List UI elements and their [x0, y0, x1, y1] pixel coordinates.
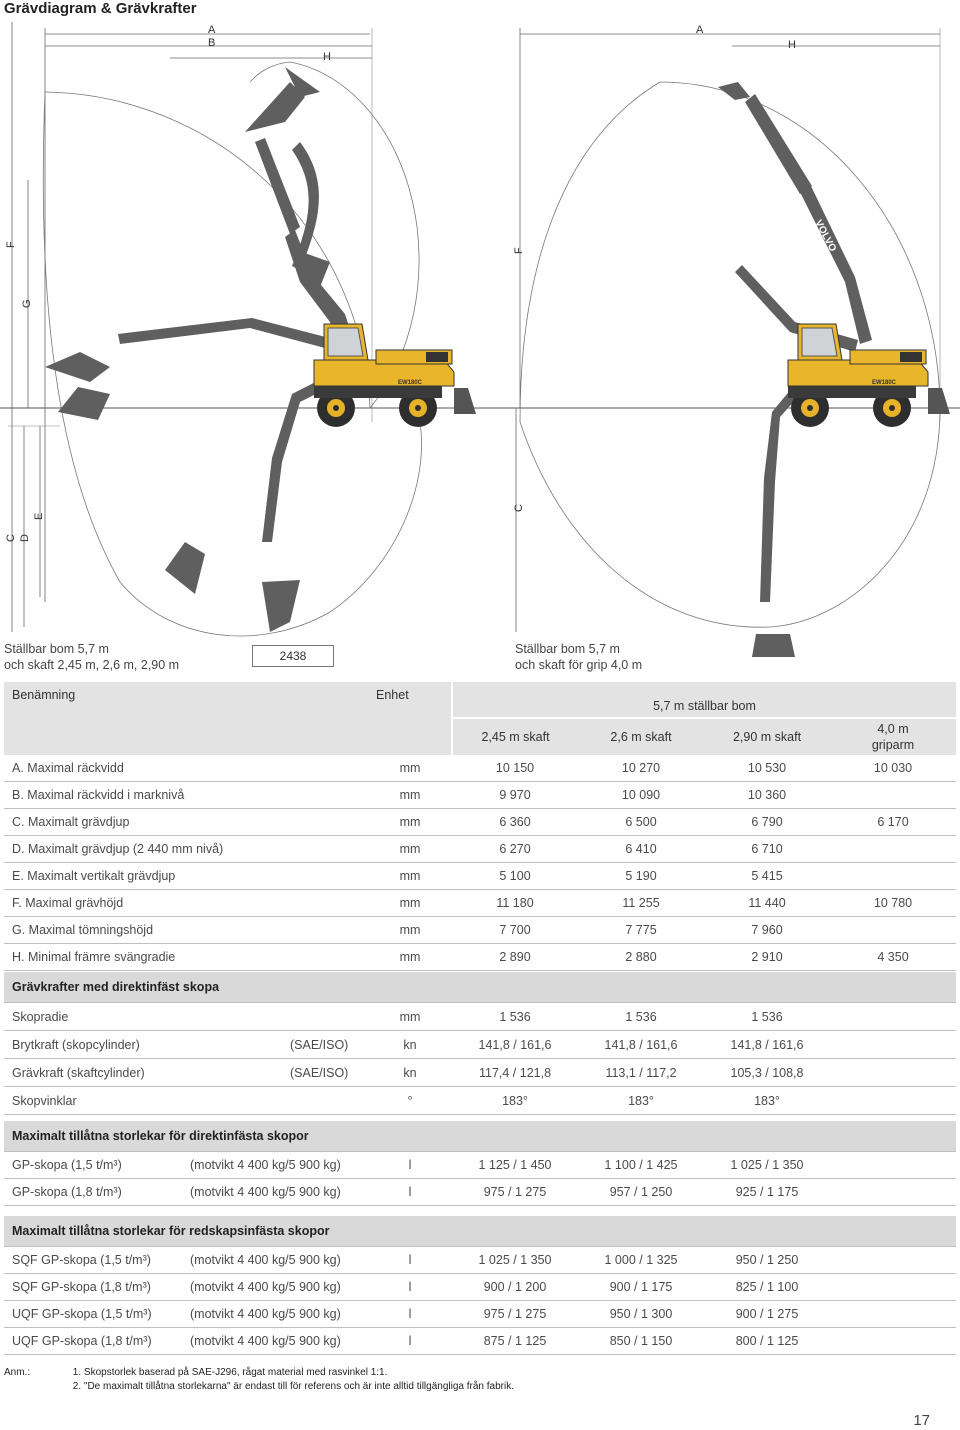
cell-value: 975 / 1 275: [452, 1301, 578, 1328]
row-unit: °: [368, 1087, 452, 1115]
col-unit-header: Enhet: [368, 682, 452, 718]
cell-value: 950 / 1 250: [704, 1247, 830, 1274]
col-header-4-line2: griparm: [871, 738, 915, 752]
row-label: Grävkraft (skaftcylinder): [4, 1059, 282, 1087]
model-text-left: EW180C: [398, 380, 423, 386]
row-extra: (motvikt 4 400 kg/5 900 kg): [182, 1247, 368, 1274]
caption-left-line2: och skaft 2,45 m, 2,6 m, 2,90 m: [4, 658, 180, 672]
row-label: SQF GP-skopa (1,5 t/m³): [4, 1247, 182, 1274]
row-extra: (motvikt 4 400 kg/5 900 kg): [182, 1328, 368, 1355]
notes-label: Anm.:: [4, 1367, 31, 1378]
section-title: Grävkrafter med direktinfäst skopa: [4, 972, 956, 1003]
table-row: [4, 1087, 956, 1115]
row-extra: (motvikt 4 400 kg/5 900 kg): [182, 1152, 368, 1179]
cell-value: 825 / 1 100: [704, 1274, 830, 1301]
dimension-2438: 2438: [252, 645, 334, 667]
brand-text-left: VOLVO: [204, 335, 240, 350]
cell-value: 5 100: [452, 863, 578, 890]
row-unit: l: [368, 1301, 452, 1328]
cell-value: [830, 863, 956, 890]
dim-label-a-left: A: [208, 24, 216, 36]
cell-value: 11 440: [704, 890, 830, 917]
cell-value: 183°: [452, 1087, 578, 1115]
row-extra: (motvikt 4 400 kg/5 900 kg): [182, 1179, 368, 1206]
cell-value: 113,1 / 117,2: [578, 1059, 704, 1087]
cell-value: 1 125 / 1 450: [452, 1152, 578, 1179]
col-name-header: Benämning: [4, 682, 368, 718]
table-row: [4, 1003, 956, 1031]
model-text-right: EW180C: [872, 380, 897, 386]
row-label: Skopvinklar: [4, 1087, 282, 1115]
table1-header-row: [4, 682, 956, 718]
group-header: 5,7 m ställbar bom: [452, 682, 956, 718]
cell-value: 950 / 1 300: [578, 1301, 704, 1328]
dim-label-c-left: C: [5, 534, 17, 542]
page-title: Grävdiagram & Grävkrafter: [4, 0, 197, 17]
col-header-4: [830, 718, 956, 755]
cell-value: 5 190: [578, 863, 704, 890]
col-header-2: 2,6 m skaft: [578, 718, 704, 755]
col-header-1: 2,45 m skaft: [452, 718, 578, 755]
cell-value: 957 / 1 250: [578, 1179, 704, 1206]
row-unit: l: [368, 1179, 452, 1206]
cell-value: [830, 917, 956, 944]
cell-value: 11 255: [578, 890, 704, 917]
row-label: Skopradie: [4, 1003, 282, 1031]
brand-text-right: VOLVO: [812, 218, 839, 254]
cell-value: 4 350: [830, 944, 956, 971]
table1-subheader-row: [4, 718, 956, 755]
dimensions-table: [4, 682, 956, 971]
table-row: [4, 782, 956, 809]
table-row: [4, 863, 956, 890]
row-label: GP-skopa (1,5 t/m³): [4, 1152, 182, 1179]
cell-value: 1 100 / 1 425: [578, 1152, 704, 1179]
cell-value: 875 / 1 125: [452, 1328, 578, 1355]
caption-left-line1: Ställbar bom 5,7 m: [4, 642, 109, 656]
row-label: C. Maximalt grävdjup: [4, 809, 368, 836]
row-unit: mm: [368, 890, 452, 917]
cell-value: 925 / 1 175: [704, 1179, 830, 1206]
row-extra: (motvikt 4 400 kg/5 900 kg): [182, 1301, 368, 1328]
row-label: E. Maximalt vertikalt grävdjup: [4, 863, 368, 890]
caption-right-line2: och skaft för grip 4,0 m: [515, 658, 643, 672]
table-row: [4, 1247, 956, 1274]
cell-value: 10 030: [830, 755, 956, 782]
row-unit: mm: [368, 755, 452, 782]
row-label: G. Maximal tömningshöjd: [4, 917, 368, 944]
row-unit: mm: [368, 917, 452, 944]
row-unit: mm: [368, 1003, 452, 1031]
table-row: [4, 836, 956, 863]
table-row: [4, 1328, 956, 1355]
cell-value: 6 170: [830, 809, 956, 836]
cell-value: 1 000 / 1 325: [578, 1247, 704, 1274]
cell-value: 6 410: [578, 836, 704, 863]
table-row: [4, 809, 956, 836]
cell-value: 7 960: [704, 917, 830, 944]
cell-value: 6 710: [704, 836, 830, 863]
dim-label-h-right: H: [788, 39, 796, 51]
caption-right-line1: Ställbar bom 5,7 m: [515, 642, 620, 656]
page-number: 17: [913, 1412, 930, 1429]
cell-value: 6 360: [452, 809, 578, 836]
cell-value: 7 775: [578, 917, 704, 944]
table-row: [4, 1031, 956, 1059]
col-header-4-line1: 4,0 m: [877, 722, 909, 736]
cell-value: 11 180: [452, 890, 578, 917]
row-unit: mm: [368, 863, 452, 890]
section-title: Maximalt tillåtna storlekar för direktinfästa skopor: [4, 1121, 956, 1152]
row-unit: l: [368, 1247, 452, 1274]
cell-value: 9 970: [452, 782, 578, 809]
row-extra: (SAE/ISO): [282, 1059, 368, 1087]
cell-value: 900 / 1 200: [452, 1274, 578, 1301]
cell-value: 7 700: [452, 917, 578, 944]
row-label: SQF GP-skopa (1,8 t/m³): [4, 1274, 182, 1301]
table-row: [4, 917, 956, 944]
cell-value: 117,4 / 121,8: [452, 1059, 578, 1087]
dim-label-e-left: E: [33, 512, 45, 520]
cell-value: 1 025 / 1 350: [704, 1152, 830, 1179]
cell-value: 2 910: [704, 944, 830, 971]
cell-value: 900 / 1 175: [578, 1274, 704, 1301]
row-unit: mm: [368, 809, 452, 836]
dim-label-d-left: D: [19, 534, 31, 542]
row-extra: [282, 1087, 368, 1115]
note-2: 2. "De maximalt tillåtna storlekarna" är endast till för referens och är inte alltid tillgängliga från fabrik.: [72, 1381, 514, 1392]
cell-value: 975 / 1 275: [452, 1179, 578, 1206]
cell-value: 1 536: [452, 1003, 578, 1031]
cell-value: 6 270: [452, 836, 578, 863]
direct-bucket-table: [4, 1121, 956, 1206]
row-label: H. Minimal främre svängradie: [4, 944, 368, 971]
row-unit: kn: [368, 1059, 452, 1087]
cell-value: 2 890: [452, 944, 578, 971]
cell-value: 6 500: [578, 809, 704, 836]
row-extra: [282, 1003, 368, 1031]
table-row: [4, 1152, 956, 1179]
row-label: A. Maximal räckvidd: [4, 755, 368, 782]
digging-diagram: [0, 22, 960, 682]
cell-value: 850 / 1 150: [578, 1328, 704, 1355]
table-row: [4, 1274, 956, 1301]
col-header-3: 2,90 m skaft: [704, 718, 830, 755]
table-row: [4, 1059, 956, 1087]
cell-value: 10 090: [578, 782, 704, 809]
cell-value: 10 530: [704, 755, 830, 782]
row-extra: (SAE/ISO): [282, 1031, 368, 1059]
row-unit: l: [368, 1152, 452, 1179]
cell-value: 2 880: [578, 944, 704, 971]
dim-label-c-right: C: [513, 504, 525, 512]
cell-value: 900 / 1 275: [704, 1301, 830, 1328]
cell-value: 10 150: [452, 755, 578, 782]
table-row: [4, 944, 956, 971]
table-row: [4, 890, 956, 917]
row-label: GP-skopa (1,8 t/m³): [4, 1179, 182, 1206]
cell-value: 1 536: [578, 1003, 704, 1031]
row-label: Brytkraft (skopcylinder): [4, 1031, 282, 1059]
digging-forces-table: [4, 972, 956, 1115]
section-title: Maximalt tillåtna storlekar för redskapsinfästa skopor: [4, 1216, 956, 1247]
note-1: 1. Skopstorlek baserad på SAE-J296, rågat material med rasvinkel 1:1.: [72, 1367, 388, 1378]
row-unit: mm: [368, 782, 452, 809]
cell-value: 6 790: [704, 809, 830, 836]
cell-value: 5 415: [704, 863, 830, 890]
table-row: [4, 1301, 956, 1328]
row-label: B. Maximal räckvidd i marknivå: [4, 782, 368, 809]
row-unit: kn: [368, 1031, 452, 1059]
cell-value: 10 780: [830, 890, 956, 917]
cell-value: 105,3 / 108,8: [704, 1059, 830, 1087]
cell-value: [830, 836, 956, 863]
row-unit: mm: [368, 944, 452, 971]
cell-value: 141,8 / 161,6: [452, 1031, 578, 1059]
dim-label-g-left: G: [21, 299, 33, 308]
cell-value: 183°: [704, 1087, 830, 1115]
tool-bucket-table: [4, 1216, 956, 1355]
caption-right: [515, 641, 642, 673]
cell-value: 800 / 1 125: [704, 1328, 830, 1355]
row-label: UQF GP-skopa (1,8 t/m³): [4, 1328, 182, 1355]
cell-value: 10 270: [578, 755, 704, 782]
table-row: [4, 755, 956, 782]
cell-value: 1 536: [704, 1003, 830, 1031]
dim-label-a-right: A: [696, 24, 704, 36]
dim-label-h-left: H: [323, 51, 331, 63]
footnotes: [4, 1366, 514, 1394]
row-unit: l: [368, 1274, 452, 1301]
cell-value: 183°: [578, 1087, 704, 1115]
row-label: F. Maximal grävhöjd: [4, 890, 368, 917]
caption-left: [4, 641, 179, 673]
row-unit: l: [368, 1328, 452, 1355]
cell-value: [830, 782, 956, 809]
dim-label-f-left: F: [5, 241, 17, 248]
cell-value: 141,8 / 161,6: [578, 1031, 704, 1059]
row-label: D. Maximalt grävdjup (2 440 mm nivå): [4, 836, 368, 863]
row-extra: (motvikt 4 400 kg/5 900 kg): [182, 1274, 368, 1301]
cell-value: 1 025 / 1 350: [452, 1247, 578, 1274]
row-unit: mm: [368, 836, 452, 863]
cell-value: 141,8 / 161,6: [704, 1031, 830, 1059]
cell-value: 10 360: [704, 782, 830, 809]
dim-label-f-right: F: [513, 247, 525, 254]
table-row: [4, 1179, 956, 1206]
dim-label-b-left: B: [208, 37, 216, 49]
row-label: UQF GP-skopa (1,5 t/m³): [4, 1301, 182, 1328]
